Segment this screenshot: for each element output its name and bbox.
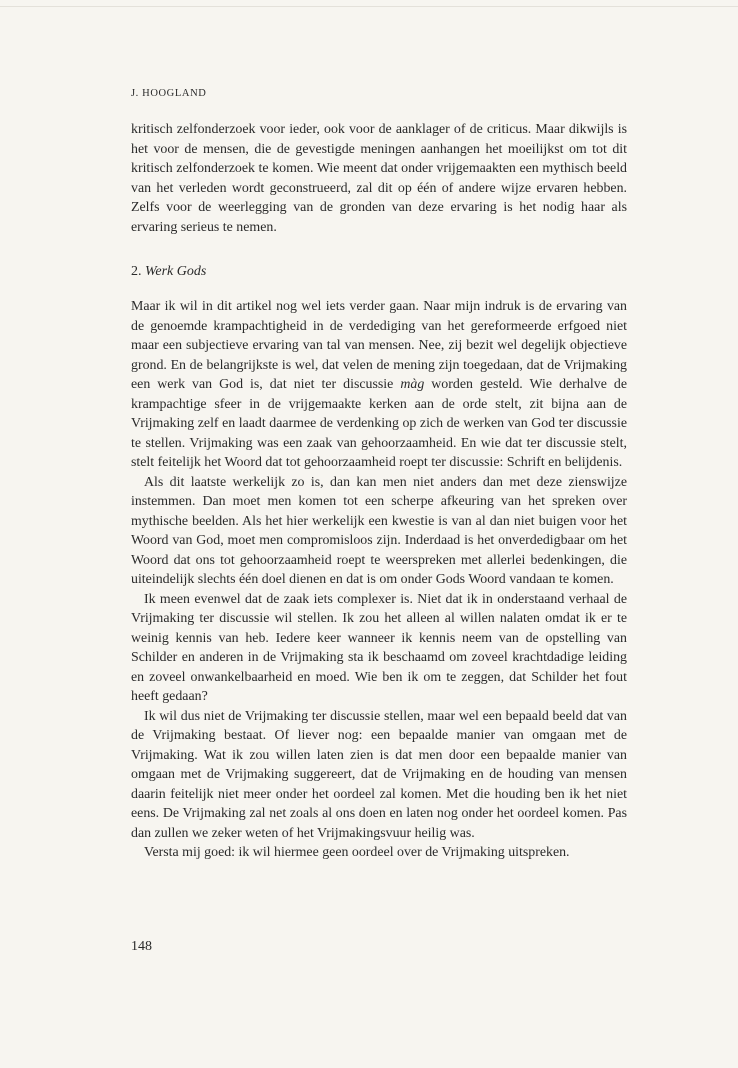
section-body xyxy=(131,297,627,863)
running-head: J. HOOGLAND xyxy=(131,88,207,99)
paragraph-5: Versta mij goed: ik wil hiermee geen oordeel over de Vrijmaking uitspreken. xyxy=(144,845,570,860)
page-top-edge xyxy=(0,6,738,7)
intro-block xyxy=(131,120,627,237)
page-number: 148 xyxy=(131,939,152,954)
paragraph-1-text-a: Maar ik wil in dit artikel nog wel iets verder gaan. Naar mijn indruk is de ervaring van de genoemde krampachtigheid in de verdediging van het gereformeerde erfgoed niet maar een subjectieve ervaring van tal van mensen. Nee, zij bezit wel degelijk objectieve grond. En de belangrijkste is wel, dat velen de mening zijn toegedaan, dat de Vrijmaking een werk van God is, dat niet ter discussie xyxy=(131,299,627,392)
intro-paragraph: kritisch zelfonderzoek voor ieder, ook voor de aanklager of de criticus. Maar dikwijls is het voor de mensen, die de gevestigde meningen aanhangen het moeilijkst om tot dit kritisch zelfonderzoek te komen. Wie meent dat onder vrijgemaakten een mythisch beeld van het verleden wordt geconstrueerd, zal dit op één of andere wijze ervaren hebben. Zelfs voor de weerlegging van de gronden van deze ervaring is het nodig haar als ervaring serieus te nemen. xyxy=(131,122,627,235)
paragraph-1-emphasis: màg xyxy=(400,377,425,392)
paragraph-1-text-b: worden gesteld. Wie derhalve de krampachtige sfeer in de vrijgemaakte kerken aan de orde stelt, zit bijna aan de Vrijmaking zelf en laadt daarmee de verdenking op zich de werken van God ter discussie te stellen. Vrijmaking was een zaak van gehoorzaamheid. En wie dat ter discussie stelt, stelt feitelijk het Woord dat tot gehoorzaamheid roept ter discussie: Schrift en belijdenis. xyxy=(131,377,627,470)
paragraph-1 xyxy=(131,297,627,473)
paragraph-4: Ik wil dus niet de Vrijmaking ter discussie stellen, maar wel een bepaald beeld dat van de Vrijmaking bestaat. Of liever nog: een bepaalde manier van omgaan met de Vrijmaking. Wat ik zou willen laten zien is dat men door een bepaalde manier van omgaan met de Vrijmaking suggereert, dat de Vrijmaking en de houding van mensen daarin feitelijk niet meer onder het oordeel zal komen. Met die houding ben ik het niet eens. De Vrijmaking zal net zoals al ons doen en laten nog onder het oordeel komen. Pas dan zullen we zeker weten of het Vrijmakingsvuur heilig was. xyxy=(131,708,627,841)
paragraph-3: Ik meen evenwel dat de zaak iets complexer is. Niet dat ik in onderstaand verhaal de Vrijmaking ter discussie wil stellen. Ik zou het alleen al willen nalaten omdat ik er te weinig kennis van heb. Iedere keer wanneer ik kennis neem van de opstelling van Schilder en anderen in de Vrijmaking sta ik beschaamd om zoveel krachtdadige leiding en zoveel onwankelbaarheid en moed. Wie ben ik om te zeggen, dat Schilder het fout heeft gedaan? xyxy=(131,591,627,704)
section-number: 2. xyxy=(131,264,142,279)
section-heading xyxy=(131,264,206,280)
section-title: Werk Gods xyxy=(145,264,207,279)
paragraph-2: Als dit laatste werkelijk zo is, dan kan men niet anders dan met deze zienswijze instemmen. Dan moet men komen tot een scherpe afkeuring van het spreken over mythische beelden. Als het hier werkelijk een kwestie is van al dan niet buigen voor het Woord van God, moet men compromisloos zijn. Inderdaad is het onverdedigbaar om het Woord dat ons tot gehoorzaamheid roept te weerspreken met allerlei bedenkingen, die uiteindelijk slechts één doel dienen en dat is om onder Gods Woord vandaan te komen. xyxy=(131,474,627,587)
